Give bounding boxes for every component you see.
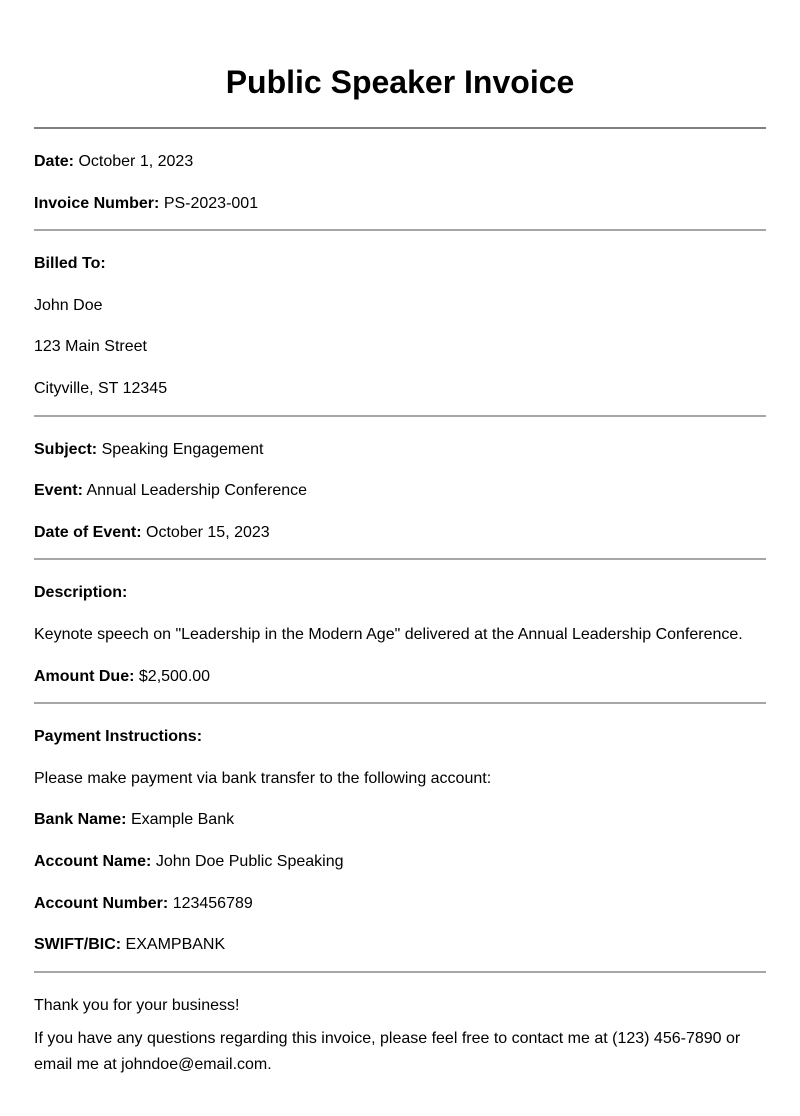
billed-to-section	[34, 231, 766, 414]
amount-due-line	[34, 656, 766, 698]
invoice-date	[34, 141, 766, 183]
event-line	[34, 470, 766, 512]
payment-section	[34, 704, 766, 971]
event-date-value: October 15, 2023	[146, 523, 270, 541]
bank-name-label: Bank Name:	[34, 811, 127, 829]
thank-you-text: Thank you for your business!	[34, 996, 240, 1014]
account-name-line	[34, 841, 766, 883]
description-label: Description:	[34, 584, 128, 602]
event-label: Event:	[34, 482, 83, 500]
account-number-line	[34, 883, 766, 925]
account-name-label: Account Name:	[34, 852, 152, 870]
invoice-number-value: PS-2023-001	[163, 194, 259, 212]
description-section	[34, 560, 766, 702]
bank-name-line	[34, 799, 766, 841]
description-text: Keynote speech on "Leadership in the Modern Age" delivered at the Annual Leadership Conference.	[34, 625, 743, 643]
billed-to-name: John Doe	[34, 296, 103, 314]
invoice-meta-section	[34, 129, 766, 229]
payment-instructions-label: Payment Instructions:	[34, 728, 203, 746]
subject-label: Subject:	[34, 440, 98, 458]
subject-value: Speaking Engagement	[101, 440, 264, 458]
event-date-line	[34, 512, 766, 554]
billed-to-street: 123 Main Street	[34, 338, 147, 356]
contact-text: If you have any questions regarding this invoice, please feel free to contact me at (123) 456-7890 or email me at johndoe@email.com.	[34, 1030, 741, 1074]
event-date-label: Date of Event:	[34, 523, 142, 541]
engagement-section	[34, 417, 766, 559]
swift-value: EXAMPBANK	[125, 936, 226, 954]
amount-due-value: $2,500.00	[138, 667, 211, 685]
date-label: Date:	[34, 153, 75, 170]
page-title: Public Speaker Invoice	[225, 64, 575, 100]
amount-due-label: Amount Due:	[34, 667, 135, 685]
payment-intro: Please make payment via bank transfer to the following account:	[34, 769, 492, 787]
date-value: October 1, 2023	[78, 153, 194, 170]
billed-to-city: Cityville, ST 12345	[34, 379, 168, 397]
billed-to-label: Billed To:	[34, 255, 106, 273]
swift-label: SWIFT/BIC:	[34, 936, 122, 954]
event-value: Annual Leadership Conference	[86, 482, 308, 500]
account-name-value: John Doe Public Speaking	[155, 852, 344, 870]
account-number-value: 123456789	[172, 894, 253, 912]
invoice-number-label: Invoice Number:	[34, 194, 160, 212]
invoice-number	[34, 183, 766, 225]
account-number-label: Account Number:	[34, 894, 169, 912]
bank-name-value: Example Bank	[130, 811, 235, 829]
subject-line	[34, 429, 766, 471]
footer-section	[34, 973, 766, 1084]
swift-line	[34, 924, 766, 966]
